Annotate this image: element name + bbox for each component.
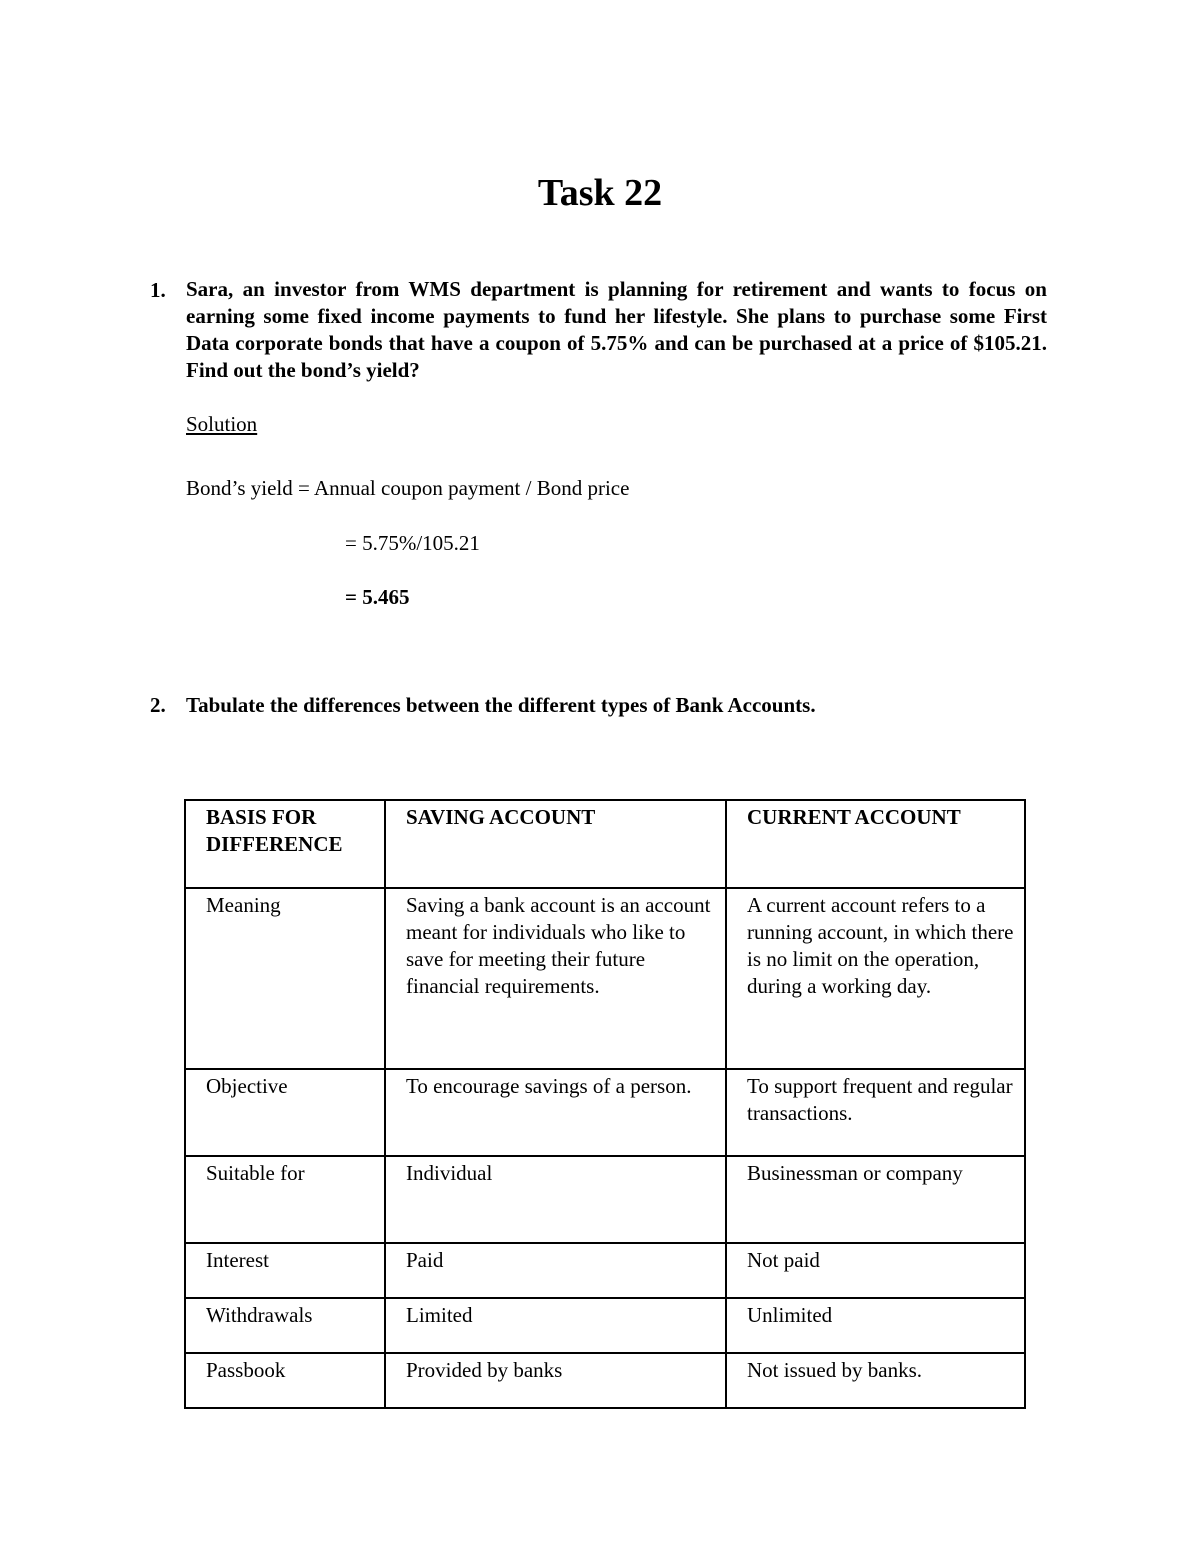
- saving-cell: Individual: [385, 1156, 726, 1243]
- saving-cell: Paid: [385, 1243, 726, 1298]
- bank-accounts-table: [184, 799, 1026, 1409]
- saving-cell: To encourage savings of a person.: [385, 1069, 726, 1156]
- solution-label: Solution: [186, 412, 258, 436]
- table-row: [185, 1156, 1025, 1243]
- question-1-text: Sara, an investor from WMS department is planning for retirement and wants to focus on earning some fixed income payments to fund her lifestyle. She plans to purchase some First Data corporate bonds that have a coupon of 5.75% and can be purchased at a price of $105.21. Find out the bond’s yield?: [186, 277, 1047, 382]
- row-label: Meaning: [185, 888, 385, 1069]
- yield-formula: Bond’s yield = Annual coupon payment / Bond price: [186, 476, 630, 500]
- calculation-result: = 5.465: [345, 585, 410, 609]
- current-cell: Businessman or company: [726, 1156, 1025, 1243]
- table-row: [185, 1298, 1025, 1353]
- table-row: [185, 1243, 1025, 1298]
- current-cell: A current account refers to a running account, in which there is no limit on the operation, during a working day.: [726, 888, 1025, 1069]
- row-label: Suitable for: [185, 1156, 385, 1243]
- row-label: Passbook: [185, 1353, 385, 1408]
- header-saving-account: SAVING ACCOUNT: [385, 800, 726, 888]
- table-header-row: [185, 800, 1025, 888]
- current-cell: Unlimited: [726, 1298, 1025, 1353]
- saving-cell: Saving a bank account is an account meant for individuals who like to save for meeting their future financial requirements.: [385, 888, 726, 1069]
- table-row: [185, 888, 1025, 1069]
- calculation-step: = 5.75%/105.21: [345, 531, 480, 555]
- question-2-text: Tabulate the differences between the different types of Bank Accounts.: [186, 693, 816, 717]
- header-current-account: CURRENT ACCOUNT: [726, 800, 1025, 888]
- table-row: [185, 1069, 1025, 1156]
- saving-cell: Provided by banks: [385, 1353, 726, 1408]
- current-cell: Not paid: [726, 1243, 1025, 1298]
- table-row: [185, 1353, 1025, 1408]
- saving-cell: Limited: [385, 1298, 726, 1353]
- question-2-number: 2.: [150, 693, 166, 717]
- question-1-number: 1.: [150, 278, 166, 302]
- current-cell: Not issued by banks.: [726, 1353, 1025, 1408]
- current-cell: To support frequent and regular transactions.: [726, 1069, 1025, 1156]
- row-label: Objective: [185, 1069, 385, 1156]
- row-label: Interest: [185, 1243, 385, 1298]
- page-title: Task 22: [537, 172, 663, 214]
- row-label: Withdrawals: [185, 1298, 385, 1353]
- header-basis: BASIS FOR DIFFERENCE: [185, 800, 385, 888]
